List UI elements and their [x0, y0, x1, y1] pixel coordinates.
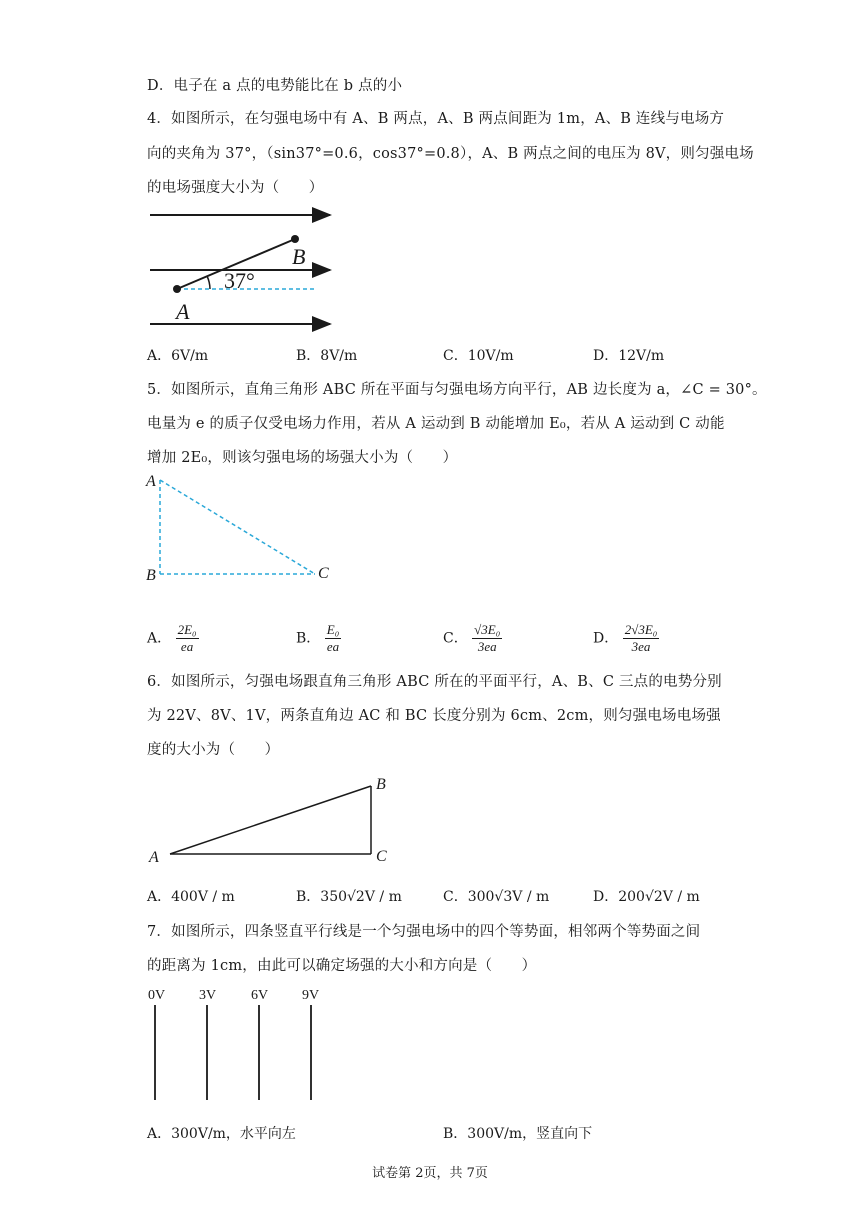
numerator: 2E₀ [177, 622, 197, 637]
denominator: 3ea [477, 639, 497, 654]
q4-option-b: B．8V/m [296, 348, 358, 364]
point-a-label: A [176, 299, 190, 324]
denominator: ea [326, 639, 340, 654]
angle-label: 37° [224, 268, 255, 293]
q5-option-c-fraction [472, 622, 502, 655]
q5-option-a-fraction [176, 622, 199, 655]
q5-option-b-label: B． [296, 630, 321, 647]
denominator: ea [180, 639, 194, 654]
q7-figure [140, 982, 340, 1107]
q5-option-d [593, 622, 659, 655]
q6-option-c: C．300√3V / m [443, 889, 550, 905]
equipotential-label-9v: 9V [302, 988, 320, 1003]
q4-figure [140, 200, 350, 340]
point-a-dot [173, 285, 181, 293]
point-a-label: A [149, 849, 159, 866]
q5-figure [140, 470, 340, 585]
q5-option-b-fraction [325, 622, 341, 655]
equipotential-label-3v: 3V [199, 988, 217, 1003]
q4-line-2: 向的夹角为 37°，（sin37°=0.6，cos37°=0.8），A、B 两点之间的电压为 8V，则匀强电场 [147, 146, 754, 162]
numerator: 2√3E₀ [624, 622, 658, 637]
q5-line-1: 5．如图所示，直角三角形 ABC 所在平面与匀强电场方向平行，AB 边长度为 a，∠C = 30°。 [147, 382, 767, 398]
point-c-label: C [376, 848, 387, 865]
q7-line-2: 的距离为 1cm，由此可以确定场强的大小和方向是（ ） [147, 958, 537, 974]
denominator: 3ea [631, 639, 651, 654]
q5-option-d-fraction [623, 622, 660, 655]
q6-option-a: A．400V / m [147, 889, 235, 905]
point-b-label: B [376, 776, 386, 793]
q7-line-1: 7．如图所示，四条竖直平行线是一个匀强电场中的四个等势面，相邻两个等势面之间 [147, 924, 701, 940]
point-a-label: A [146, 473, 156, 490]
q4-line-1: 4．如图所示，在匀强电场中有 A、B 两点，A、B 两点间距为 1m，A、B 连线与电场方 [147, 111, 725, 127]
equipotential-label-0v: 0V [148, 988, 166, 1003]
point-c-label: C [318, 565, 329, 582]
q4-option-d: D．12V/m [593, 348, 665, 364]
q5-option-c [443, 622, 502, 655]
side-ac [160, 480, 315, 574]
q4-line-3: 的电场强度大小为（ ） [147, 180, 324, 196]
equipotential-label-6v: 6V [251, 988, 269, 1003]
q5-line-2: 电量为 e 的质子仅受电场力作用，若从 A 运动到 B 动能增加 E₀，若从 A 运动到 C 动能 [147, 416, 725, 432]
q5-option-b [296, 622, 341, 655]
q6-line-2: 为 22V、8V、1V，两条直角边 AC 和 BC 长度分别为 6cm、2cm，则匀强电场电场强 [147, 708, 721, 724]
point-b-label: B [146, 567, 156, 584]
q5-option-d-label: D． [593, 630, 619, 647]
side-ab [170, 786, 371, 854]
q6-option-b: B．350√2V / m [296, 889, 402, 905]
q7-option-b: B．300V/m，竖直向下 [443, 1126, 593, 1142]
q4-option-c: C．10V/m [443, 348, 514, 364]
q5-line-3: 增加 2E₀，则该匀强电场的场强大小为（ ） [147, 450, 458, 466]
q6-figure [140, 770, 400, 870]
q6-line-3: 度的大小为（ ） [147, 742, 280, 758]
q5-option-c-label: C． [443, 630, 468, 647]
q7-option-a: A．300V/m，水平向左 [147, 1126, 296, 1142]
angle-arc [207, 276, 210, 289]
point-b-dot [291, 235, 299, 243]
q6-option-d: D．200√2V / m [593, 889, 700, 905]
q5-option-a [147, 622, 199, 655]
numerator: √3E₀ [474, 622, 501, 637]
q3-option-d: D．电子在 a 点的电势能比在 b 点的小 [147, 78, 403, 94]
q5-option-a-label: A． [147, 630, 172, 647]
numerator: E₀ [326, 622, 340, 637]
q6-line-1: 6．如图所示，匀强电场跟直角三角形 ABC 所在的平面平行，A、B、C 三点的电势分别 [147, 674, 722, 690]
q4-option-a: A．6V/m [147, 348, 209, 364]
point-b-label: B [292, 244, 306, 269]
page-footer: 试卷第 2页，共 7页 [372, 1166, 488, 1181]
